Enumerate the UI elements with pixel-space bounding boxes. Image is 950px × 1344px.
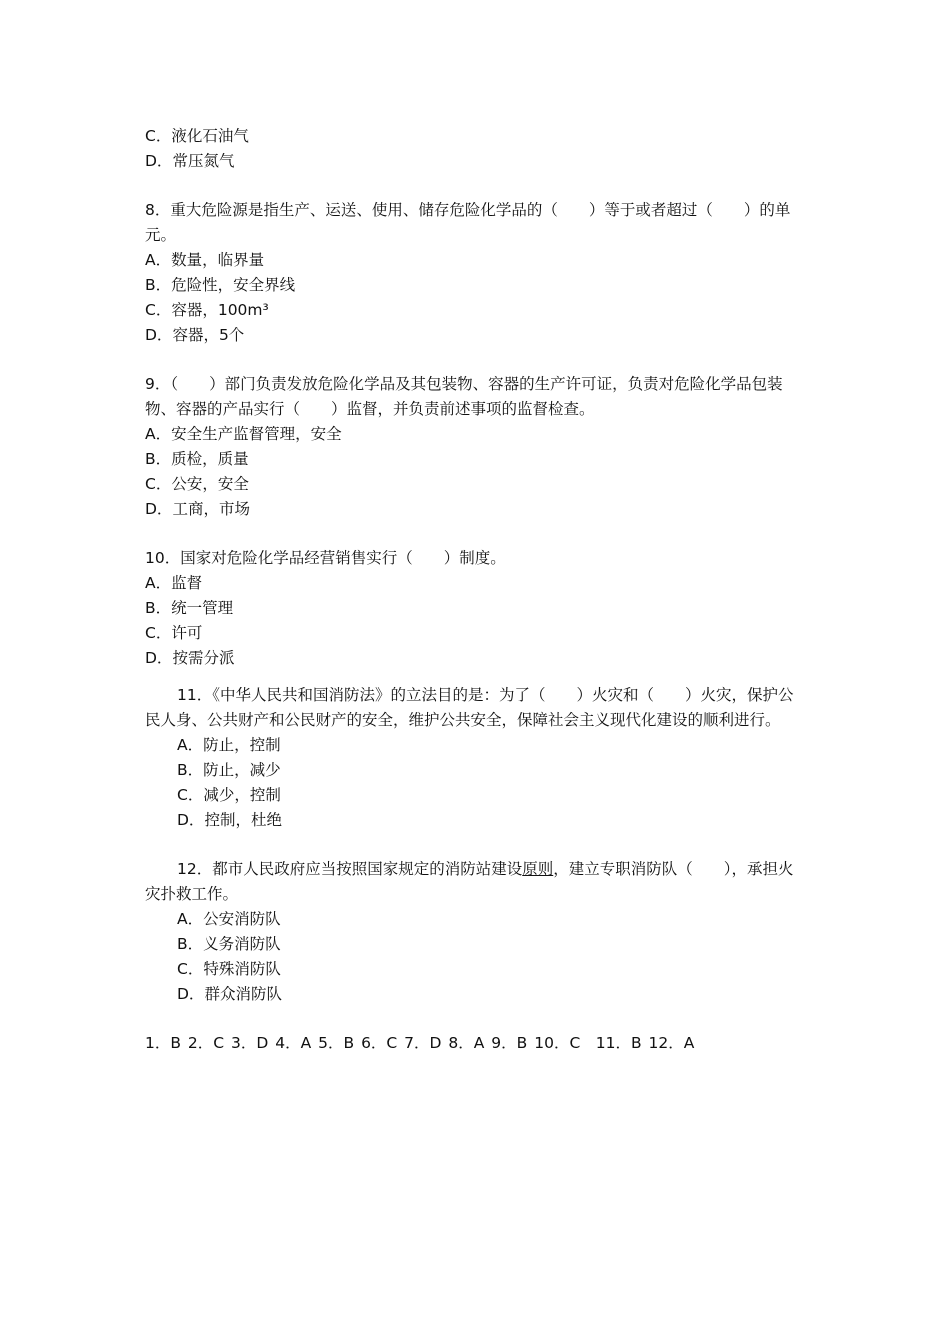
option-label: C． — [145, 127, 172, 145]
option-label: A． — [177, 736, 204, 754]
option-text: 公安消防队 — [203, 910, 281, 928]
option-text: 许可 — [171, 624, 203, 642]
option-label: D． — [145, 326, 173, 344]
q9-stem: 9．（ ）部门负责发放危险化学品及其包装物、容器的生产许可证，负责对危险化学品包装物、容器的产品实行（ ）监督，并负责前述事项的监督检查。 — [145, 375, 783, 418]
q10-option-b — [145, 596, 805, 621]
q11-block — [145, 683, 805, 833]
option-label: A． — [145, 574, 172, 592]
option-text: 危险性，安全界线 — [171, 276, 296, 294]
option-text: 防止，减少 — [203, 761, 281, 779]
option-label: D． — [145, 500, 173, 518]
option-text: 监督 — [171, 574, 203, 592]
q12-option-a — [145, 907, 805, 932]
q9-option-d — [145, 497, 805, 522]
option-text: 特殊消防队 — [203, 960, 281, 978]
q10-stem: 10．国家对危险化学品经营销售实行（ ）制度。 — [145, 549, 506, 567]
answer-key: 1．B 2．C 3．D 4．A 5．B 6．C 7．D 8．A 9．B 10．C 11．B 12．A — [145, 1034, 695, 1052]
option-text: 安全生产监督管理，安全 — [171, 425, 342, 443]
option-label: A． — [145, 251, 172, 269]
option-label: A． — [145, 425, 172, 443]
stem-text: 12．都市人民政府应当按照国家规定的消防站建设 — [177, 860, 523, 878]
option-label: C． — [177, 786, 204, 804]
q10-option-a — [145, 571, 805, 596]
q12-option-b — [145, 932, 805, 957]
stem-underlined-text: 原则 — [522, 860, 554, 878]
option-text: 统一管理 — [171, 599, 234, 617]
option-label: A． — [177, 910, 204, 928]
q8-option-c — [145, 298, 805, 323]
option-text: 容器，5个 — [172, 326, 245, 344]
q8-stem: 8．重大危险源是指生产、运送、使用、储存危险化学品的（ ）等于或者超过（ ）的单元。 — [145, 201, 791, 244]
option-text: 数量，临界量 — [171, 251, 265, 269]
option-text: 义务消防队 — [203, 935, 281, 953]
option-label: B． — [145, 450, 172, 468]
option-label: B． — [145, 276, 172, 294]
option-label: D． — [177, 811, 205, 829]
q7-option-d — [145, 149, 805, 174]
q9-option-c — [145, 472, 805, 497]
option-label: C． — [145, 301, 172, 319]
q12-block — [145, 857, 805, 1007]
option-text: 控制，杜绝 — [204, 811, 282, 829]
option-label: B． — [177, 935, 204, 953]
option-label: D． — [145, 649, 173, 667]
q8-option-d — [145, 323, 805, 348]
option-text: 液化石油气 — [171, 127, 249, 145]
q12-option-c — [145, 957, 805, 982]
option-label: D． — [145, 152, 173, 170]
option-text: 质检，质量 — [171, 450, 249, 468]
q8-option-a — [145, 248, 805, 273]
option-text: 按需分派 — [172, 649, 235, 667]
q11-option-c — [145, 783, 805, 808]
q11-option-a — [145, 733, 805, 758]
option-label: C． — [145, 624, 172, 642]
option-text: 常压氮气 — [172, 152, 235, 170]
q12-stem — [145, 857, 805, 907]
q11-option-b — [145, 758, 805, 783]
option-text: 公安，安全 — [171, 475, 249, 493]
option-label: D． — [177, 985, 205, 1003]
q8-option-b — [145, 273, 805, 298]
stem-text: ，建立专职消防队（ ），承担火灾扑救工作。 — [145, 860, 794, 903]
q10-option-c — [145, 621, 805, 646]
q10-option-d — [145, 646, 805, 671]
option-label: B． — [145, 599, 172, 617]
q9-option-a — [145, 422, 805, 447]
option-text: 减少，控制 — [203, 786, 281, 804]
option-label: C． — [145, 475, 172, 493]
q11-stem: 11．《中华人民共和国消防法》的立法目的是：为了（ ）火灾和（ ）火灾，保护公民人身、公共财产和公民财产的安全，维护公共安全，保障社会主义现代化建设的顺利进行。 — [145, 686, 794, 729]
q9-option-b — [145, 447, 805, 472]
option-text: 防止，控制 — [203, 736, 281, 754]
option-text: 工商，市场 — [172, 500, 250, 518]
q12-option-d — [145, 982, 805, 1007]
option-label: B． — [177, 761, 204, 779]
option-text: 容器，100m³ — [171, 301, 269, 319]
q11-option-d — [145, 808, 805, 833]
document-content — [145, 124, 805, 1056]
option-label: C． — [177, 960, 204, 978]
option-text: 群众消防队 — [204, 985, 282, 1003]
q7-option-c — [145, 124, 805, 149]
